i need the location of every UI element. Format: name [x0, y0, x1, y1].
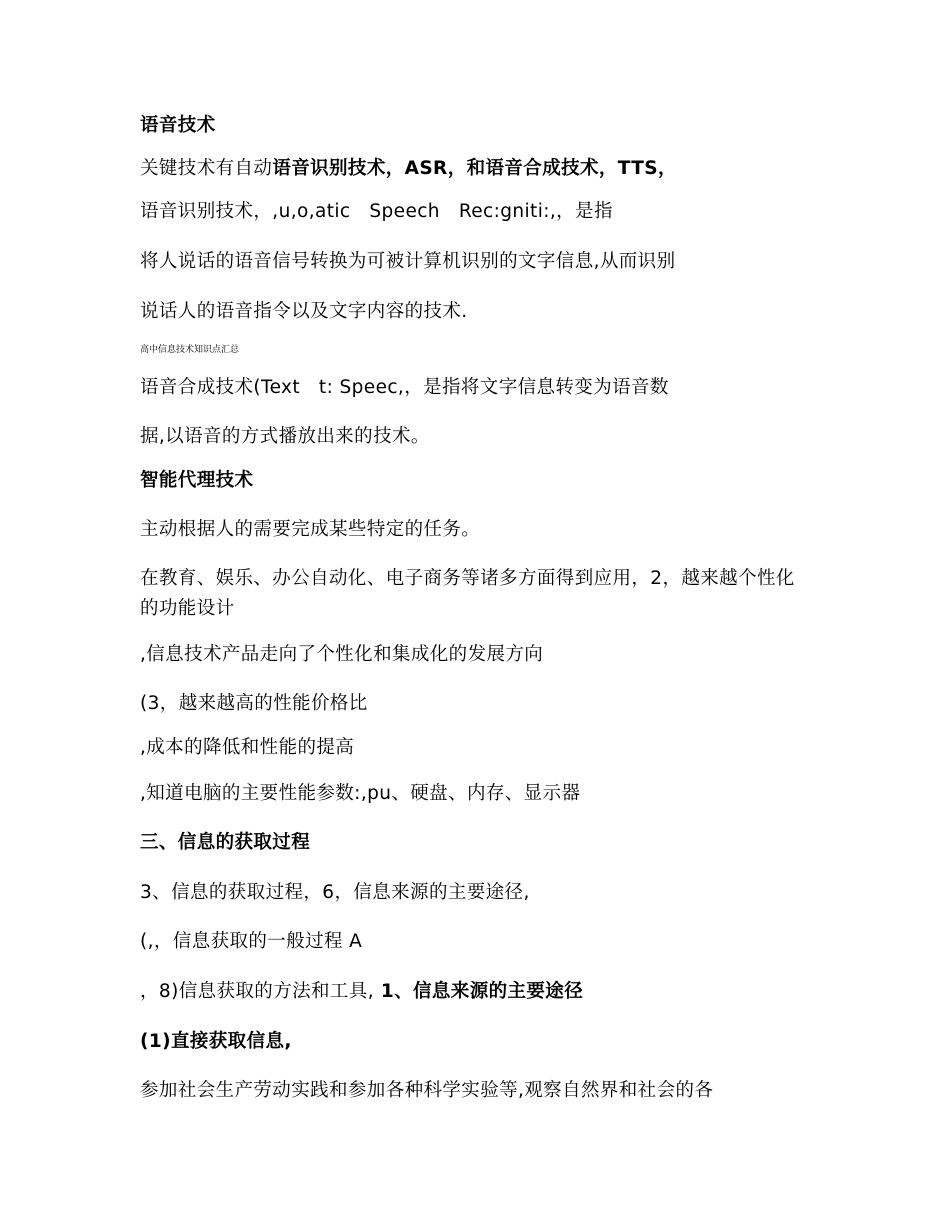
paragraph-acquisition-line-3 [140, 978, 583, 1006]
paragraph-asr-line-2: 将人说话的语音信号转换为可被计算机识别的文字信息,从而识别 [140, 251, 676, 272]
heading-intelligent-agent: 智能代理技术 [140, 470, 254, 491]
paragraph-asr-line-3: 说话人的语音指令以及文字内容的技术. [140, 301, 468, 322]
paragraph-tts-line-1: 语音合成技术(Text t: Speec,，是指将文字信息转变为语音数 [140, 377, 669, 398]
paragraph-agent-line-1: 主动根据人的需要完成某些特定的任务。 [140, 519, 481, 540]
key-tech-prefix: 关键技术有自动 [140, 158, 273, 179]
key-tech-bold: 语音识别技术，ASR，和语音合成技术，TTS， [272, 158, 677, 179]
paragraph-agent-line-6: ,知道电脑的主要性能参数:,pu、硬盘、内存、显示器 [140, 783, 581, 804]
paragraph-acquisition-line-2: (,，信息获取的一般过程 A [140, 931, 363, 952]
heading-direct-acquisition: (1)直接获取信息, [140, 1031, 292, 1052]
acquisition-line-3-prefix: ，8)信息获取的方法和工具, [140, 981, 374, 1002]
acquisition-line-3-bold: 1、信息来源的主要途径 [373, 981, 584, 1002]
paragraph-tts-line-2: 据,以语音的方式播放出来的技术。 [140, 426, 430, 447]
paragraph-agent-line-5: ,成本的降低和性能的提高 [140, 737, 355, 758]
heading-voice-technology: 语音技术 [140, 115, 216, 136]
paragraph-agent-line-4: (3，越来越高的性能价格比 [140, 693, 368, 714]
paragraph-agent-line-2: 在教育、娱乐、办公自动化、电子商务等诸多方面得到应用，2，越来越个性化的功能设计 [140, 568, 795, 619]
paragraph-agent-line-3: ,信息技术产品走向了个性化和集成化的发展方向 [140, 644, 544, 665]
running-header: 高中信息技术知识点汇总 [140, 345, 240, 355]
paragraph-acquisition-line-1: 3、信息的获取过程，6，信息来源的主要途径, [140, 882, 530, 903]
paragraph-key-technologies [140, 155, 677, 183]
paragraph-asr-line-1: 语音识别技术，,u,o,atic Speech Rec:gniti:,，是指 [140, 201, 613, 222]
paragraph-direct-line-1: 参加社会生产劳动实践和参加各种科学实验等,观察自然界和社会的各 [140, 1080, 714, 1101]
heading-section-3: 三、信息的获取过程 [140, 832, 311, 853]
